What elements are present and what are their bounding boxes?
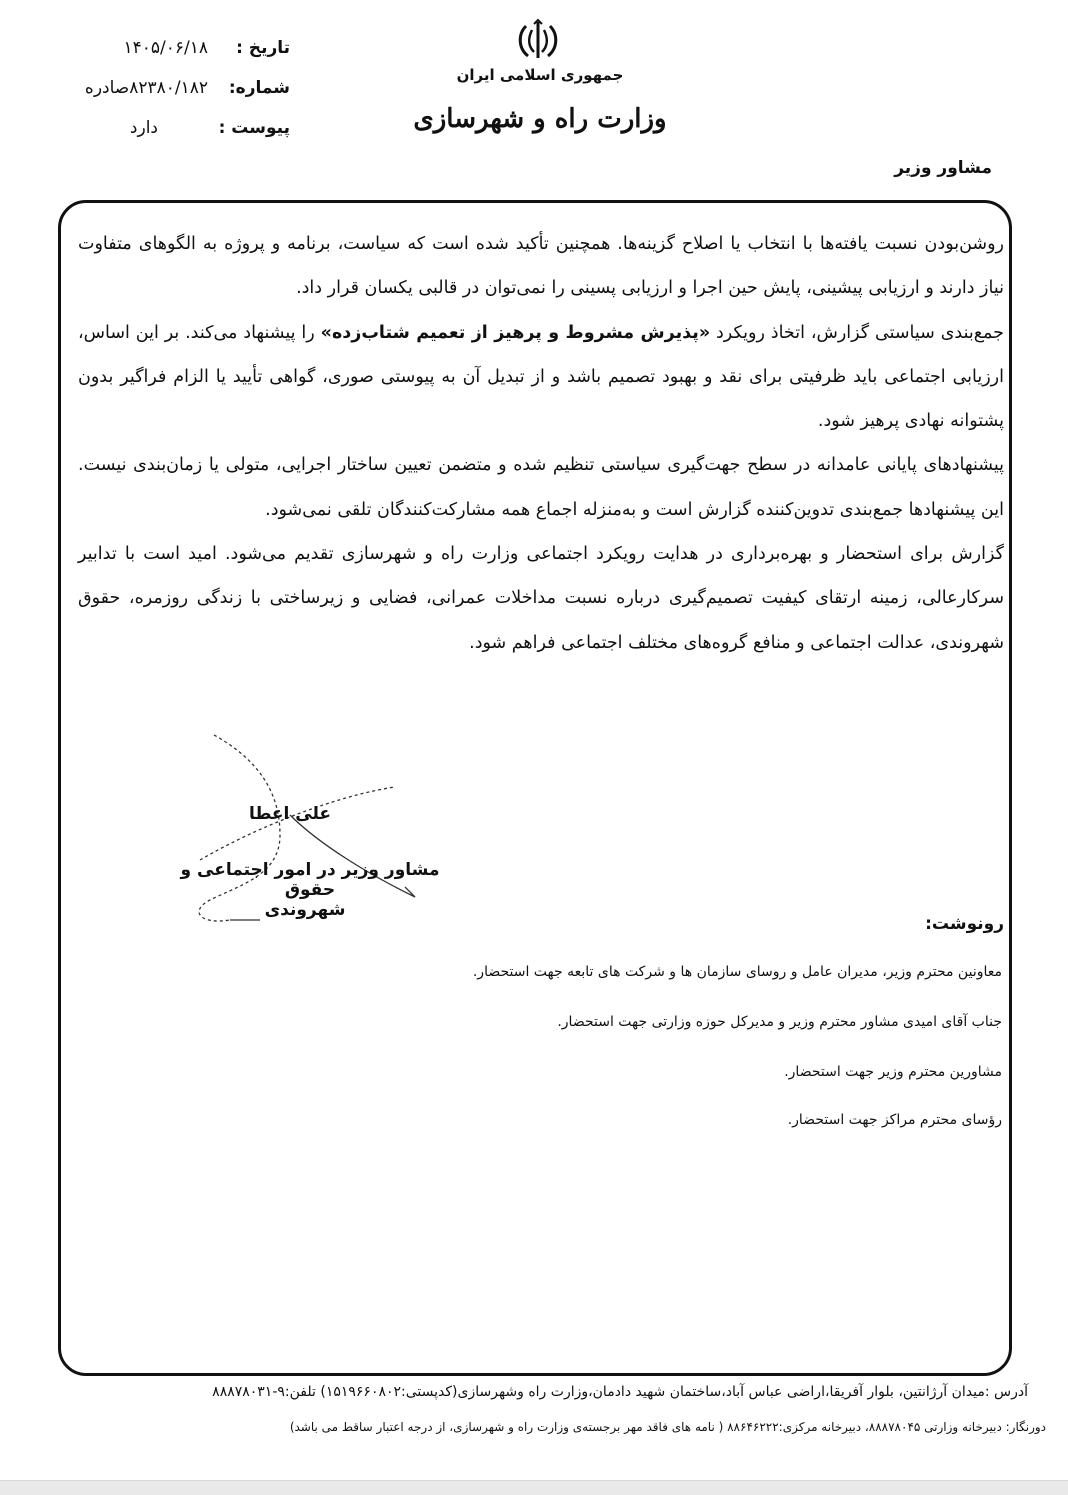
attachment-value: دارد (129, 118, 158, 138)
number-value: ۸۲۳۸۰/۱۸۲صادره (84, 78, 208, 98)
signatory-title-cont: شهروندی (264, 900, 346, 920)
date-label: تاریخ : (236, 38, 290, 58)
copy-recipient-4: رؤسای محترم مراکز جهت استحضار. (787, 1112, 1002, 1128)
attachment-label: پیوست : (218, 118, 290, 138)
republic-title: جمهوری اسلامی ایران (456, 66, 624, 84)
body-paragraph-1: روشن‌بودن نسبت یافته‌ها با انتخاب یا اصلاح گزینه‌ها. همچنین تأکید شده است که سیاست، برنامه و پروژه به الگوهای متفاوت نیاز دارند و ارزیابی پیشینی، پایش حین اجرا و ارزیابی پسینی را نمی‌توان در قالبی یکسان قرار داد. (78, 234, 1004, 299)
ministry-title: وزارت راه و شهرسازی (413, 104, 667, 134)
date-value: ۱۴۰۵/۰۶/۱۸ (123, 38, 208, 58)
sender-title: مشاور وزیر (894, 158, 992, 178)
body-paragraph-2-end: را پیشنهاد می‌کند. بر این اساس، ارزیابی اجتماعی باید ظرفیتی برای نقد و بهبود تصمیم باشد و از تبدیل آن به پیوستی صوری، گواهی تأیید یا الزام فراگیر بدون پشتوانه نهادی پرهیز شود. (78, 322, 1004, 432)
number-row (40, 68, 290, 108)
letter-body (78, 222, 1004, 665)
page-bottom-strip (0, 1480, 1068, 1495)
body-paragraph-4: گزارش برای استحضار و بهره‌برداری در هدایت رویکرد اجتماعی وزارت راه و شهرسازی تقدیم می‌شود. امید است با تدابیر سرکارعالی، زمینه ارتقای کیفیت تصمیم‌گیری درباره نسبت مداخلات عمرانی، فضایی و زیرساختی با زندگی روزمره، حقوق شهروندی، عدالت اجتماعی و منافع گروه‌های مختلف اجتماعی فراهم شود. (78, 544, 1004, 653)
number-label: شماره: (228, 78, 290, 98)
footer-address: آدرس :میدان آرژانتین، بلوار آفریقا،اراضی عباس آباد،ساختمان شهید دادمان،وزارت راه وشهرسازی(کدپستی:۱۵۱۹۶۶۰۸۰۲) تلفن:۹-۸۸۸۷۸۰۳۱ (212, 1384, 1028, 1400)
copies-heading: رونوشت: (925, 914, 1004, 934)
signatory-name: علی اعطا (248, 804, 332, 824)
iran-emblem-icon (516, 18, 560, 64)
copy-recipient-3: مشاورین محترم وزیر جهت استحضار. (784, 1064, 1002, 1080)
copy-recipient-1: معاونین محترم وزیر، مدیران عامل و روسای سازمان ها و شرکت های تابعه جهت استحضار. (472, 964, 1002, 980)
body-paragraph-2-emphasis: «پذیرش مشروط و پرهیز از تعمیم شتاب‌زده» (320, 322, 711, 343)
signatory-title: مشاور وزیر در امور اجتماعی و حقوق (180, 860, 440, 900)
body-paragraph-2-start: جمع‌بندی سیاستی گزارش، اتخاذ رویکرد (710, 322, 1004, 343)
footer-note: دورنگار: دبیرخانه وزارتی ۸۸۸۷۸۰۴۵، دبیرخانه مرکزی:۸۸۶۴۶۲۲۲ ( نامه های فاقد مهر برجسته‌ی وزارت راه و شهرسازی، از درجه اعتبار ساقط می باشد) (289, 1420, 1046, 1434)
body-paragraph-3: پیشنهادهای پایانی عامدانه در سطح جهت‌گیری سیاستی تنظیم شده و متضمن تعیین ساختار اجرایی، متولی یا زمان‌بندی نیست. این پیشنهادها جمع‌بندی تدوین‌کننده گزارش است و به‌منزله اجماع همه مشارکت‌کنندگان تلقی نمی‌شود. (78, 455, 1004, 520)
copy-recipient-2: جناب آقای امیدی مشاور محترم وزیر و مدیرکل حوزه وزارتی جهت استحضار. (557, 1014, 1002, 1030)
body-paragraph-2 (78, 311, 1004, 444)
attachment-row (40, 108, 290, 148)
letter-meta (40, 28, 290, 148)
date-row (40, 28, 290, 68)
